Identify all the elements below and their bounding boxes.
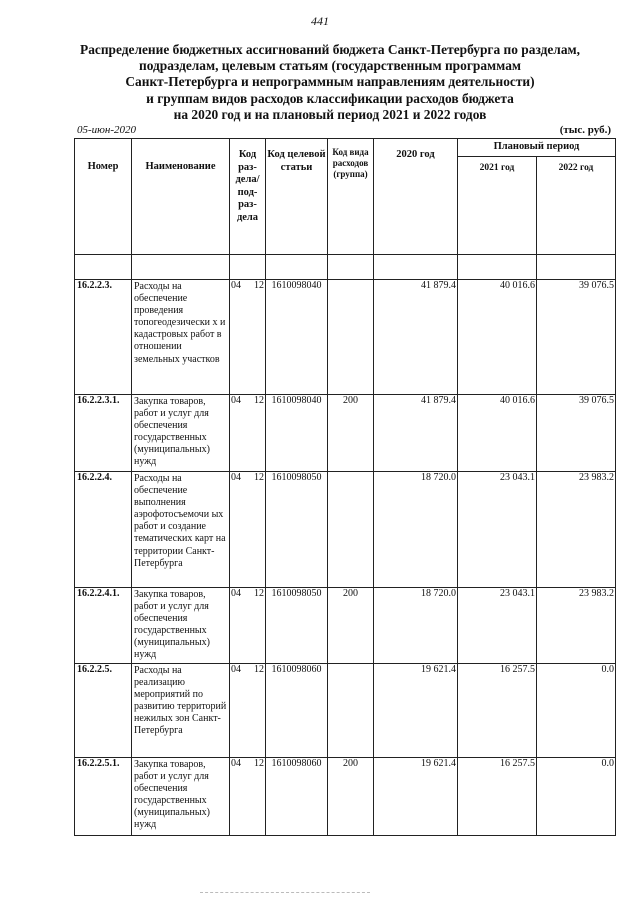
row-name: Расходы на реализацию мероприятий по развитию территорий нежилых зон Санкт-Петербурга	[132, 664, 230, 758]
header-2022: 2022 год	[537, 157, 616, 255]
row-number: 16.2.2.5.1.	[75, 758, 132, 836]
budget-table	[74, 138, 616, 836]
row-section-code	[230, 395, 266, 472]
row-value-2022: 23 983.2	[537, 472, 616, 588]
row-value-2020: 41 879.4	[374, 395, 458, 472]
title-line-1: Распределение бюджетных ассигнований бюджета Санкт-Петербурга по разделам,	[80, 42, 580, 57]
row-value-2022: 39 076.5	[537, 395, 616, 472]
row-number: 16.2.2.5.	[75, 664, 132, 758]
row-expense-group: 200	[328, 758, 374, 836]
table-row	[75, 395, 616, 472]
row-target-code: 1610098050	[266, 588, 328, 664]
document-date: 05-июн-2020	[77, 124, 137, 136]
row-target-code: 1610098040	[266, 280, 328, 395]
row-section: 04	[231, 472, 241, 483]
row-value-2020: 41 879.4	[374, 280, 458, 395]
row-section: 04	[231, 395, 241, 406]
row-value-2021: 16 257.5	[458, 758, 537, 836]
row-value-2021: 23 043.1	[458, 472, 537, 588]
title-line-5: на 2020 год и на плановый период 2021 и 2022 годов	[173, 106, 487, 122]
units-label: (тыс. руб.)	[559, 124, 611, 136]
row-target-code: 1610098050	[266, 472, 328, 588]
row-value-2020: 18 720.0	[374, 588, 458, 664]
row-section-code	[230, 280, 266, 395]
row-subsection: 12	[254, 395, 264, 406]
title-line-2: подразделам, целевым статьям (государственным программам	[138, 58, 522, 74]
row-value-2021: 23 043.1	[458, 588, 537, 664]
row-number: 16.2.2.4.	[75, 472, 132, 588]
row-subsection: 12	[254, 758, 264, 769]
row-value-2022: 0.0	[537, 664, 616, 758]
header-plan-period: Плановый период	[458, 139, 616, 157]
row-name: Закупка товаров, работ и услуг для обеспечения государственных (муниципальных) нужд	[132, 395, 230, 472]
row-target-code: 1610098040	[266, 395, 328, 472]
row-section-code	[230, 472, 266, 588]
row-target-code: 1610098060	[266, 758, 328, 836]
header-2021: 2021 год	[458, 157, 537, 255]
row-subsection: 12	[254, 588, 264, 599]
title-line-4: и группам видов расходов классификации расходов бюджета	[146, 90, 514, 106]
row-expense-group	[328, 280, 374, 395]
row-subsection: 12	[254, 472, 264, 483]
row-number: 16.2.2.3.	[75, 280, 132, 395]
header-name: Наименование	[132, 139, 230, 255]
row-value-2021: 40 016.6	[458, 280, 537, 395]
document-title	[60, 42, 600, 123]
table-row	[75, 588, 616, 664]
row-section: 04	[231, 664, 241, 675]
table-row	[75, 664, 616, 758]
row-value-2022: 39 076.5	[537, 280, 616, 395]
row-section-code	[230, 758, 266, 836]
row-name: Закупка товаров, работ и услуг для обеспечения государственных (муниципальных) нужд	[132, 588, 230, 664]
row-value-2020: 19 621.4	[374, 758, 458, 836]
table-row	[75, 472, 616, 588]
row-value-2021: 16 257.5	[458, 664, 537, 758]
header-2020: 2020 год	[374, 139, 458, 255]
row-target-code: 1610098060	[266, 664, 328, 758]
row-name: Расходы на обеспечение проведения топогеодезически х и кадастровых работ в отношении земельных участков	[132, 280, 230, 395]
row-name: Расходы на обеспечение выполнения аэрофотосъемочи ых работ и создание тематических карт на территории Санкт-Петербурга	[132, 472, 230, 588]
header-expense-group: Код вида расходов (группа)	[328, 139, 374, 255]
row-value-2021: 40 016.6	[458, 395, 537, 472]
spacer-row	[75, 255, 616, 280]
row-value-2020: 18 720.0	[374, 472, 458, 588]
row-value-2022: 23 983.2	[537, 588, 616, 664]
row-expense-group: 200	[328, 395, 374, 472]
row-section: 04	[231, 280, 241, 291]
header-section-code: Код раз-дела/ под-раз-дела	[230, 139, 266, 255]
row-expense-group: 200	[328, 588, 374, 664]
page-number: 441	[311, 14, 329, 28]
table-row	[75, 758, 616, 836]
table-row	[75, 280, 616, 395]
row-number: 16.2.2.4.1.	[75, 588, 132, 664]
header-row	[75, 139, 616, 157]
row-subsection: 12	[254, 664, 264, 675]
row-name: Закупка товаров, работ и услуг для обеспечения государственных (муниципальных) нужд	[132, 758, 230, 836]
row-expense-group	[328, 472, 374, 588]
header-target-code: Код целевой статьи	[266, 139, 328, 255]
row-number: 16.2.2.3.1.	[75, 395, 132, 472]
title-line-3: Санкт-Петербурга и непрограммным направлениям деятельности)	[125, 74, 535, 90]
row-value-2022: 0.0	[537, 758, 616, 836]
row-value-2020: 19 621.4	[374, 664, 458, 758]
row-expense-group	[328, 664, 374, 758]
row-section-code	[230, 588, 266, 664]
row-subsection: 12	[254, 280, 264, 291]
row-section: 04	[231, 588, 241, 599]
row-section-code	[230, 664, 266, 758]
header-number: Номер	[75, 139, 132, 255]
row-section: 04	[231, 758, 241, 769]
footer-divider	[200, 892, 370, 894]
